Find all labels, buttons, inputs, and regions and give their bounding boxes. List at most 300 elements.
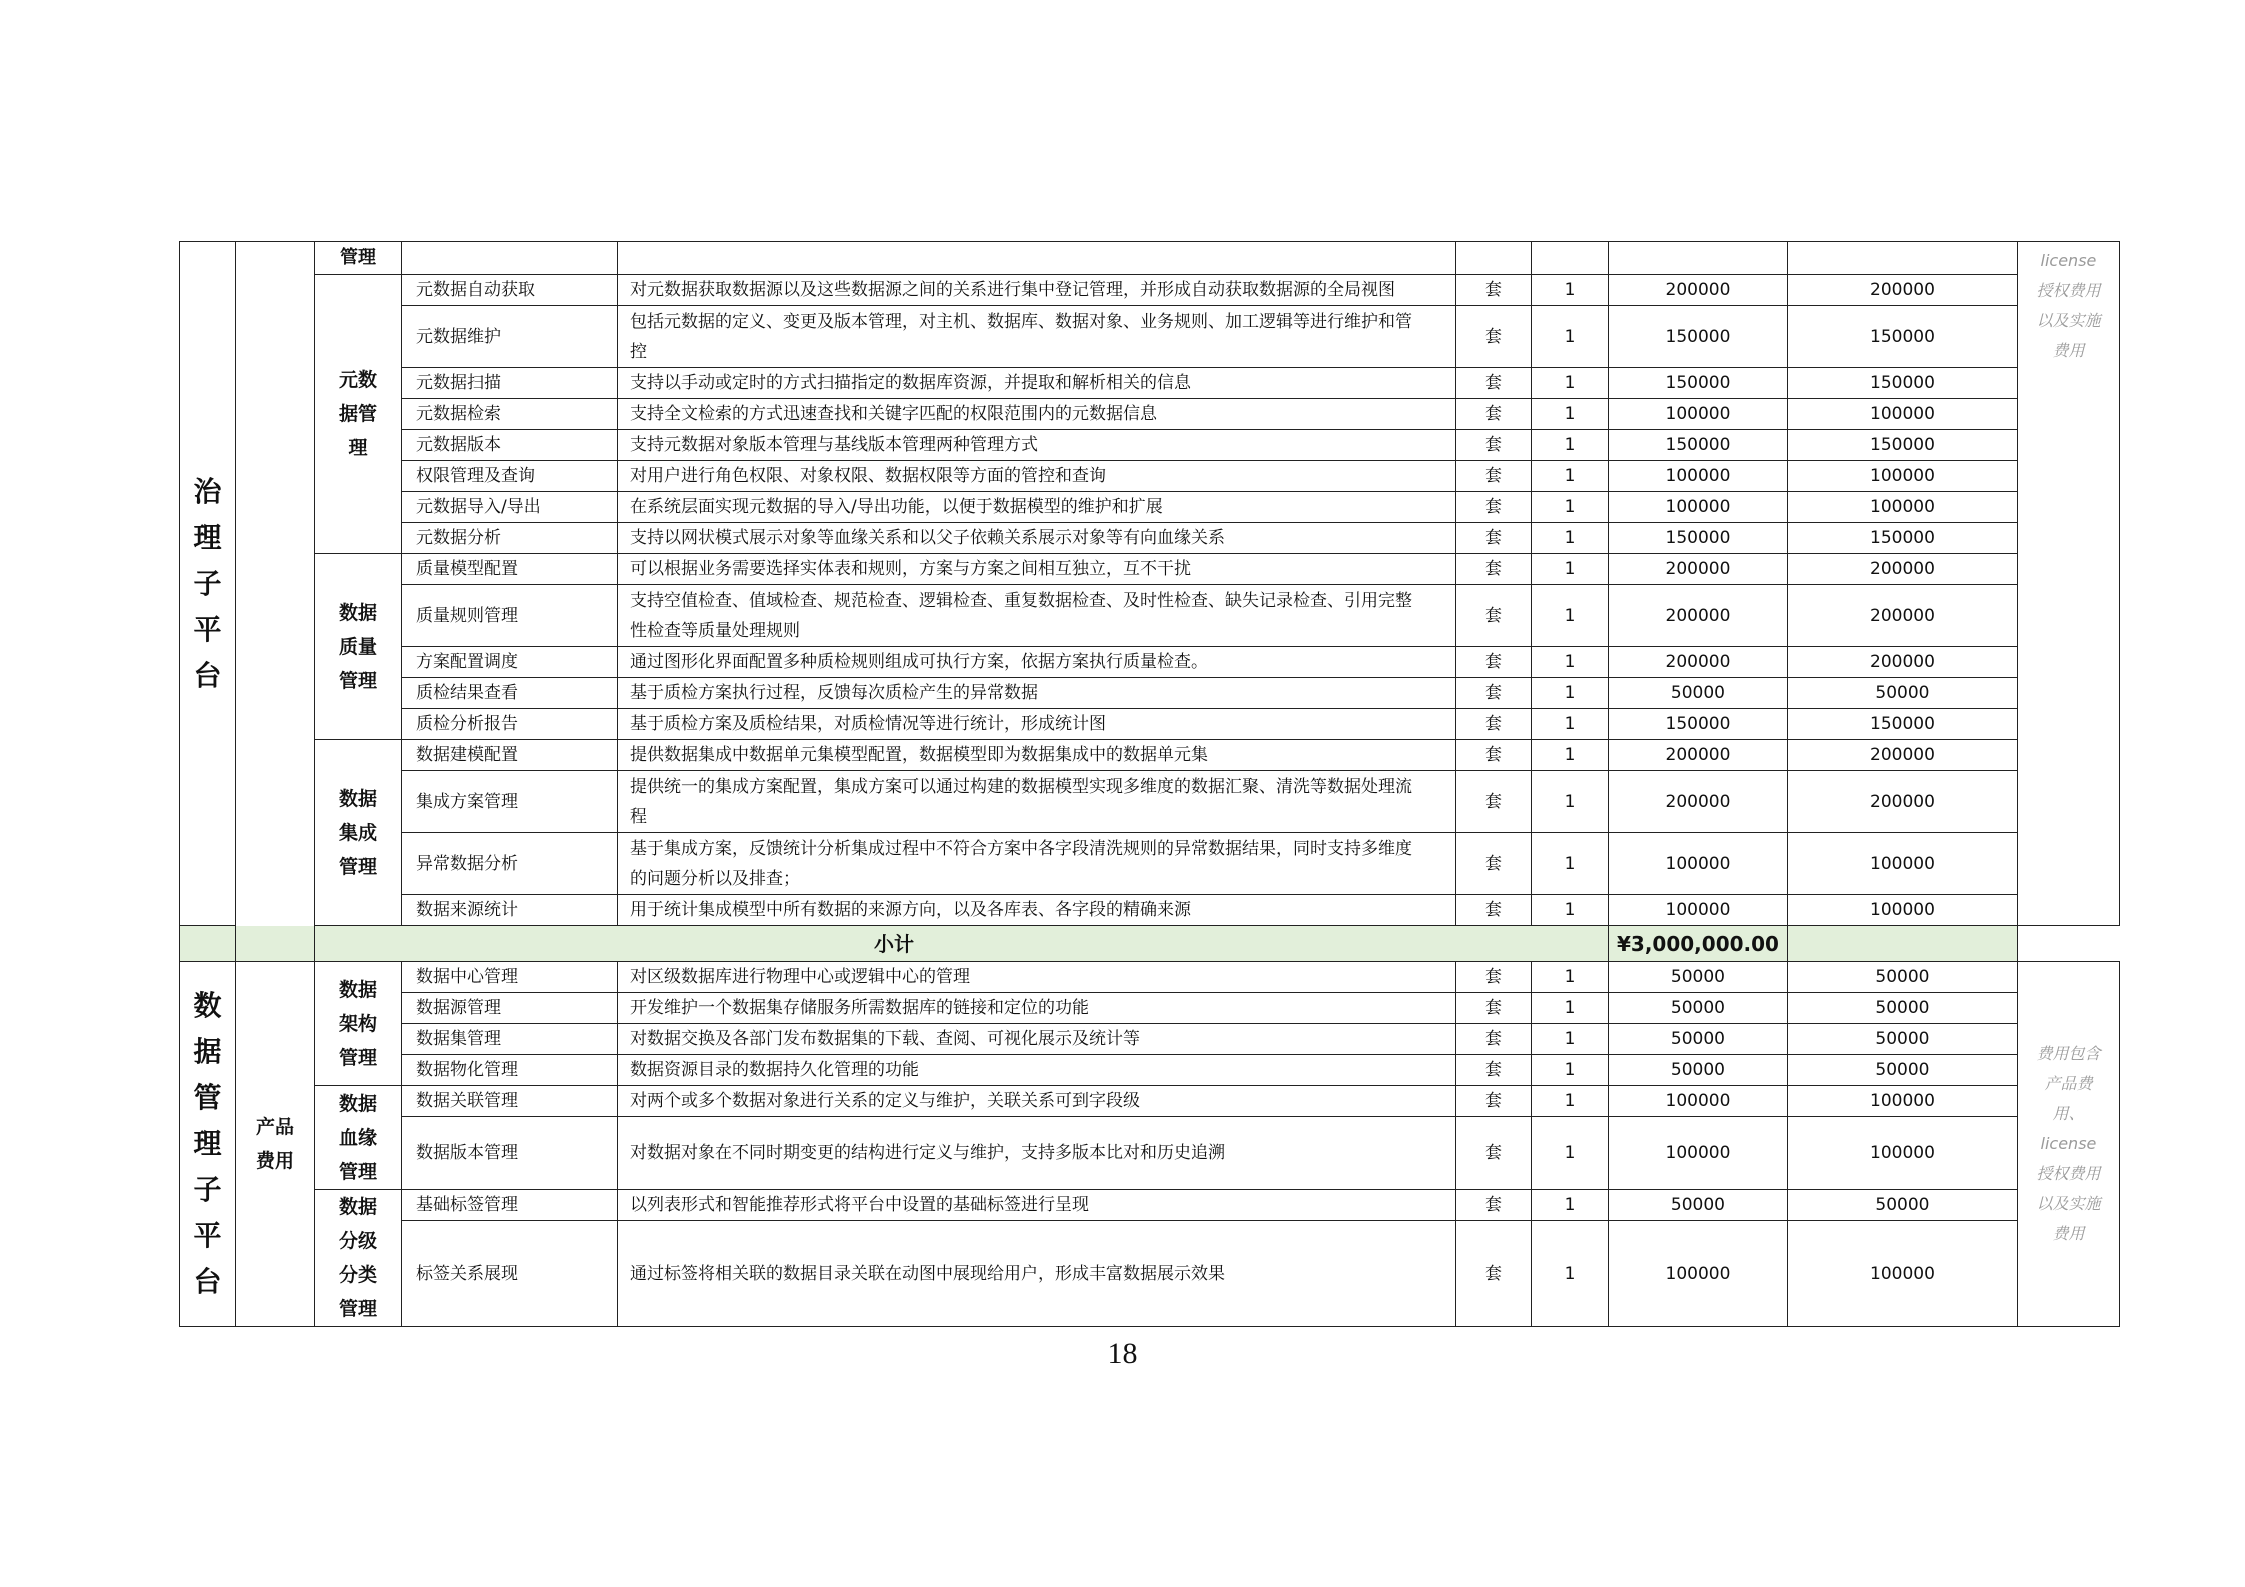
price-text: 150000 [1665, 528, 1731, 548]
item-total [1787, 492, 2017, 523]
price-text: 100000 [1665, 1091, 1731, 1111]
unit-text: 套 [1485, 683, 1502, 703]
item-qty [1532, 833, 1609, 895]
category-char: 元数 [338, 369, 377, 391]
qty-text: 1 [1564, 853, 1576, 874]
total-text: 200000 [1870, 791, 1935, 812]
price-text: 150000 [1665, 435, 1731, 455]
platform-char: 平 [193, 612, 222, 646]
category-cell [315, 554, 402, 740]
description-line: 提供数据集成中数据单元集模型配置，数据模型即为数据集成中的数据单元集 [630, 745, 1208, 765]
item-unit [1456, 461, 1532, 492]
qty-text: 1 [1564, 791, 1576, 812]
total-text: 200000 [1870, 605, 1935, 626]
item-name [402, 1086, 618, 1117]
item-description [618, 962, 1456, 993]
item-qty [1532, 740, 1609, 771]
item-price [1609, 306, 1788, 368]
table-row [180, 306, 2120, 368]
item-name [402, 1024, 618, 1055]
item-unit [1456, 523, 1532, 554]
item-name [402, 585, 618, 647]
price-text: 200000 [1665, 652, 1731, 672]
item-total [1787, 771, 2017, 833]
item-unit [1456, 1086, 1532, 1117]
item-price [1609, 1190, 1788, 1221]
total-text: 100000 [1870, 466, 1935, 486]
item-unit [1456, 368, 1532, 399]
price-text: 100000 [1665, 497, 1731, 517]
price-text: 100000 [1665, 1263, 1731, 1284]
item-qty [1532, 962, 1609, 993]
item-unit [1456, 585, 1532, 647]
item-description [618, 1086, 1456, 1117]
item-description [618, 1221, 1456, 1327]
category-char: 数据 [338, 1092, 377, 1115]
platform-char: 台 [193, 658, 222, 692]
item-price [1609, 554, 1788, 585]
price-text: 50000 [1670, 1060, 1726, 1080]
subtotal-value-text: ¥3,000,000.00 [1617, 931, 1779, 956]
item-price [1609, 1117, 1788, 1190]
fee-type-char: 费用 [255, 1150, 294, 1172]
platform-char: 子 [193, 566, 222, 600]
item-qty [1532, 1086, 1609, 1117]
description-line: 通过标签将相关联的数据目录关联在动图中展现给用户，形成丰富数据展示效果 [630, 1263, 1225, 1284]
platform-char: 理 [193, 1127, 222, 1160]
item-name-text: 元数据检索 [416, 404, 501, 424]
price-text: 100000 [1665, 1143, 1731, 1163]
price-text: 150000 [1665, 373, 1731, 393]
item-total [1787, 1117, 2017, 1190]
item-name [402, 709, 618, 740]
table-row [180, 554, 2120, 585]
table-row [180, 1024, 2120, 1055]
item-name-text: 方案配置调度 [416, 652, 518, 672]
item-name-text: 质量模型配置 [416, 559, 518, 579]
item-total [1787, 647, 2017, 678]
description-line: 对数据交换及各部门发布数据集的下载、查阅、可视化展示及统计等 [630, 1029, 1140, 1049]
item-price [1609, 1221, 1788, 1327]
total-text: 100000 [1870, 853, 1935, 874]
item-description [618, 554, 1456, 585]
item-price [1609, 833, 1788, 895]
unit-text: 套 [1485, 326, 1502, 347]
qty-text: 1 [1564, 900, 1576, 920]
unit-text: 套 [1485, 1263, 1502, 1284]
total-text: 100000 [1870, 497, 1935, 517]
qty-text: 1 [1564, 373, 1576, 393]
item-name [402, 895, 618, 926]
item-description [618, 895, 1456, 926]
item-name-text: 质检分析报告 [416, 714, 518, 734]
price-text: 200000 [1665, 791, 1731, 812]
total-text: 200000 [1870, 745, 1935, 765]
platform-cell [180, 962, 236, 1327]
item-name-text: 质量规则管理 [416, 605, 518, 626]
item-unit [1456, 1190, 1532, 1221]
desc-cell [618, 242, 1456, 275]
note-line: 费用 [2052, 341, 2085, 360]
item-name [402, 1117, 618, 1190]
item-price [1609, 740, 1788, 771]
category-char: 数据 [338, 978, 377, 1001]
table-row [180, 461, 2120, 492]
item-name [402, 771, 618, 833]
item-unit [1456, 771, 1532, 833]
item-unit [1456, 993, 1532, 1024]
item-description [618, 585, 1456, 647]
item-name-text: 质检结果查看 [416, 683, 518, 703]
table-row [180, 430, 2120, 461]
item-unit [1456, 275, 1532, 306]
item-description [618, 771, 1456, 833]
total-text: 50000 [1875, 1195, 1930, 1215]
item-description [618, 461, 1456, 492]
name-cell [402, 242, 618, 275]
item-total [1787, 430, 2017, 461]
unit-text: 套 [1485, 745, 1502, 765]
item-unit [1456, 1221, 1532, 1327]
description-line: 对数据对象在不同时期变更的结构进行定义与维护，支持多版本比对和历史追溯 [630, 1143, 1225, 1163]
table-row [180, 1055, 2120, 1086]
total-text: 150000 [1870, 714, 1935, 734]
item-description [618, 1117, 1456, 1190]
price-text: 200000 [1665, 280, 1731, 300]
item-price [1609, 1086, 1788, 1117]
item-price [1609, 585, 1788, 647]
item-description [618, 678, 1456, 709]
item-total [1787, 895, 2017, 926]
qty-text: 1 [1564, 745, 1576, 765]
platform-char: 管 [193, 1081, 222, 1114]
item-name [402, 993, 618, 1024]
table-row [180, 1190, 2120, 1221]
item-unit [1456, 740, 1532, 771]
description-line: 提供统一的集成方案配置，集成方案可以通过构建的数据模型实现多维度的数据汇聚、清洗等数据处理流 [630, 776, 1412, 797]
item-qty [1532, 399, 1609, 430]
item-price [1609, 678, 1788, 709]
table-row [180, 1086, 2120, 1117]
unit-text: 套 [1485, 791, 1502, 812]
price-cell [1609, 242, 1788, 275]
item-description [618, 1190, 1456, 1221]
total-text: 150000 [1870, 326, 1935, 347]
unit-text: 套 [1485, 559, 1502, 579]
item-description [618, 399, 1456, 430]
item-name [402, 523, 618, 554]
unit-text: 套 [1485, 435, 1502, 455]
category-cell [315, 242, 402, 275]
note-line: license [2040, 251, 2097, 270]
category-char: 数据 [338, 787, 377, 810]
item-price [1609, 399, 1788, 430]
qty-text: 1 [1564, 714, 1576, 734]
item-name-text: 数据物化管理 [416, 1060, 518, 1080]
subtotal-row [180, 926, 2120, 962]
note-line: 以及实施 [2036, 1194, 2101, 1213]
qty-text: 1 [1564, 326, 1576, 347]
unit-text: 套 [1485, 900, 1502, 920]
price-text: 150000 [1665, 326, 1731, 347]
unit-text: 套 [1485, 1060, 1502, 1080]
category-char: 数据 [338, 1196, 377, 1218]
qty-text: 1 [1564, 1263, 1576, 1284]
qty-text: 1 [1564, 652, 1576, 672]
table-row [180, 678, 2120, 709]
item-total [1787, 1221, 2017, 1327]
item-name-text: 元数据维护 [416, 326, 501, 347]
description-line: 包括元数据的定义、变更及版本管理，对主机、数据库、数据对象、业务规则、加工逻辑等进行维护和管 [630, 311, 1412, 332]
unit-text: 套 [1485, 528, 1502, 548]
category-char: 管理 [338, 669, 377, 692]
unit-text: 套 [1485, 605, 1502, 626]
item-total [1787, 523, 2017, 554]
category-char: 管理 [338, 855, 377, 878]
item-description [618, 1055, 1456, 1086]
description-line: 对元数据获取数据源以及这些数据源之间的关系进行集中登记管理，并形成自动获取数据源的全局视图 [630, 280, 1395, 300]
qty-text: 1 [1564, 1195, 1576, 1215]
table-row [180, 993, 2120, 1024]
unit-text: 套 [1485, 652, 1502, 672]
item-name-text: 数据版本管理 [416, 1143, 518, 1163]
qty-text: 1 [1564, 1060, 1576, 1080]
item-name [402, 1055, 618, 1086]
total-text: 200000 [1870, 652, 1935, 672]
item-name-text: 元数据导入/导出 [416, 497, 541, 517]
qty-text: 1 [1564, 528, 1576, 548]
platform-char: 理 [193, 520, 222, 554]
item-unit [1456, 1117, 1532, 1190]
item-total [1787, 709, 2017, 740]
total-text: 100000 [1870, 1263, 1935, 1284]
note-line: 费用 [2052, 1224, 2085, 1243]
total-text: 50000 [1875, 967, 1930, 987]
item-price [1609, 430, 1788, 461]
description-line: 的问题分析以及排查； [630, 868, 800, 889]
total-text: 50000 [1875, 1029, 1930, 1049]
total-text: 50000 [1875, 998, 1930, 1018]
description-line: 支持空值检查、值域检查、规范检查、逻辑检查、重复数据检查、及时性检查、缺失记录检查、引用完整 [630, 590, 1412, 611]
description-line: 对两个或多个数据对象进行关系的定义与维护，关联关系可到字段级 [630, 1091, 1140, 1111]
item-price [1609, 962, 1788, 993]
subtotal-label [180, 926, 1609, 962]
item-price [1609, 771, 1788, 833]
description-line: 支持以网状模式展示对象等血缘关系和以父子依赖关系展示对象等有向血缘关系 [630, 528, 1225, 548]
table-row [180, 523, 2120, 554]
table-row [180, 399, 2120, 430]
item-total [1787, 399, 2017, 430]
qty-text: 1 [1564, 435, 1576, 455]
item-name [402, 1221, 618, 1327]
table-row [180, 368, 2120, 399]
item-total [1787, 740, 2017, 771]
item-description [618, 993, 1456, 1024]
item-qty [1532, 709, 1609, 740]
description-line: 对区级数据库进行物理中心或逻辑中心的管理 [630, 967, 970, 987]
item-name-text: 基础标签管理 [416, 1195, 518, 1215]
price-text: 50000 [1670, 683, 1726, 703]
item-qty [1532, 554, 1609, 585]
item-qty [1532, 1055, 1609, 1086]
item-name-text: 数据中心管理 [416, 967, 518, 987]
category-cell [315, 275, 402, 554]
item-total [1787, 461, 2017, 492]
item-qty [1532, 523, 1609, 554]
unit-text: 套 [1485, 967, 1502, 987]
description-line: 基于集成方案，反馈统计分析集成过程中不符合方案中各字段清洗规则的异常数据结果，同时支持多维度 [630, 838, 1412, 859]
price-text: 100000 [1665, 900, 1731, 920]
unit-text: 套 [1485, 1143, 1502, 1163]
item-price [1609, 1055, 1788, 1086]
subtotal-value [1609, 926, 1788, 962]
category-char: 分类 [338, 1264, 377, 1286]
pricing-table [179, 241, 2120, 1327]
item-unit [1456, 647, 1532, 678]
item-price [1609, 993, 1788, 1024]
item-unit [1456, 678, 1532, 709]
item-name-text: 标签关系展现 [416, 1263, 518, 1284]
table-row [180, 895, 2120, 926]
item-total [1787, 1055, 2017, 1086]
subtotal-note [1787, 926, 2017, 962]
price-text: 50000 [1670, 967, 1726, 987]
item-qty [1532, 1190, 1609, 1221]
qty-text: 1 [1564, 404, 1576, 424]
total-text: 100000 [1870, 1143, 1935, 1163]
item-qty [1532, 895, 1609, 926]
item-price [1609, 461, 1788, 492]
item-name-text: 元数据版本 [416, 435, 501, 455]
item-name [402, 962, 618, 993]
item-name [402, 740, 618, 771]
item-name-text: 数据建模配置 [416, 745, 518, 765]
category-cell [315, 740, 402, 926]
item-description [618, 368, 1456, 399]
description-line: 基于质检方案及质检结果，对质检情况等进行统计，形成统计图 [630, 714, 1106, 734]
item-description [618, 740, 1456, 771]
item-price [1609, 709, 1788, 740]
description-line: 数据资源目录的数据持久化管理的功能 [630, 1060, 919, 1080]
item-qty [1532, 306, 1609, 368]
platform-char: 据 [193, 1035, 222, 1068]
unit-text: 套 [1485, 1091, 1502, 1111]
note-cell [2017, 242, 2119, 926]
qty-text: 1 [1564, 280, 1576, 300]
table-row [180, 740, 2120, 771]
total-text: 100000 [1870, 404, 1935, 424]
price-text: 50000 [1670, 1195, 1726, 1215]
category-char: 质量 [338, 635, 377, 658]
item-name [402, 461, 618, 492]
fee-type-cell [236, 242, 315, 962]
note-line: 授权费用 [2036, 1164, 2101, 1183]
item-unit [1456, 399, 1532, 430]
item-name [402, 430, 618, 461]
item-description [618, 709, 1456, 740]
item-price [1609, 1024, 1788, 1055]
platform-char: 台 [193, 1265, 222, 1298]
unit-text: 套 [1485, 714, 1502, 734]
category-cell [315, 962, 402, 1086]
item-name [402, 492, 618, 523]
description-line: 开发维护一个数据集存储服务所需数据库的链接和定位的功能 [630, 998, 1089, 1018]
qty-text: 1 [1564, 998, 1576, 1018]
item-total [1787, 585, 2017, 647]
item-name-text: 权限管理及查询 [416, 466, 535, 486]
item-name [402, 554, 618, 585]
item-name [402, 368, 618, 399]
category-char: 据管 [338, 403, 377, 425]
item-description [618, 833, 1456, 895]
note-line: 产品费 [2044, 1074, 2093, 1093]
item-total [1787, 962, 2017, 993]
unit-text: 套 [1485, 853, 1502, 874]
item-name-text: 数据关联管理 [416, 1091, 518, 1111]
table-row [180, 833, 2120, 895]
note-line: 以及实施 [2036, 311, 2101, 330]
unit-text: 套 [1485, 1029, 1502, 1049]
table-row [180, 492, 2120, 523]
description-line: 基于质检方案执行过程，反馈每次质检产生的异常数据 [630, 683, 1038, 703]
item-total [1787, 1190, 2017, 1221]
total-text: 150000 [1870, 528, 1935, 548]
item-unit [1456, 1055, 1532, 1086]
description-line: 对用户进行角色权限、对象权限、数据权限等方面的管控和查询 [630, 466, 1106, 486]
qty-text: 1 [1564, 1143, 1576, 1163]
price-text: 200000 [1665, 559, 1731, 579]
price-text: 50000 [1670, 1029, 1726, 1049]
note-line: 用、 [2052, 1104, 2085, 1123]
total-text: 150000 [1870, 435, 1935, 455]
fee-type-char: 产品 [255, 1116, 294, 1138]
table-row [180, 771, 2120, 833]
item-total [1787, 275, 2017, 306]
item-total [1787, 993, 2017, 1024]
item-unit [1456, 492, 1532, 523]
total-text: 50000 [1875, 683, 1930, 703]
item-unit [1456, 833, 1532, 895]
total-text: 100000 [1870, 1091, 1935, 1111]
item-qty [1532, 368, 1609, 399]
item-name-text: 集成方案管理 [416, 791, 518, 812]
unit-text: 套 [1485, 404, 1502, 424]
item-unit [1456, 895, 1532, 926]
qty-text: 1 [1564, 1029, 1576, 1049]
item-name-text: 数据源管理 [416, 998, 501, 1018]
price-text: 100000 [1665, 466, 1731, 486]
unit-text: 套 [1485, 1195, 1502, 1215]
platform-cell [180, 242, 236, 926]
subtotal-label-text: 小计 [874, 931, 914, 956]
total-text: 50000 [1875, 1060, 1930, 1080]
description-line: 通过图形化界面配置多种质检规则组成可执行方案，依据方案执行质量检查。 [630, 652, 1208, 672]
price-text: 200000 [1665, 745, 1731, 765]
item-qty [1532, 1117, 1609, 1190]
item-name-text: 元数据分析 [416, 528, 501, 548]
item-unit [1456, 554, 1532, 585]
category-char: 管理 [338, 1160, 377, 1183]
item-price [1609, 523, 1788, 554]
total-cell [1787, 242, 2017, 275]
item-qty [1532, 430, 1609, 461]
item-name-text: 数据来源统计 [416, 900, 518, 920]
table-row [180, 275, 2120, 306]
item-total [1787, 1086, 2017, 1117]
qty-text: 1 [1564, 605, 1576, 626]
item-name [402, 833, 618, 895]
table-row [180, 647, 2120, 678]
